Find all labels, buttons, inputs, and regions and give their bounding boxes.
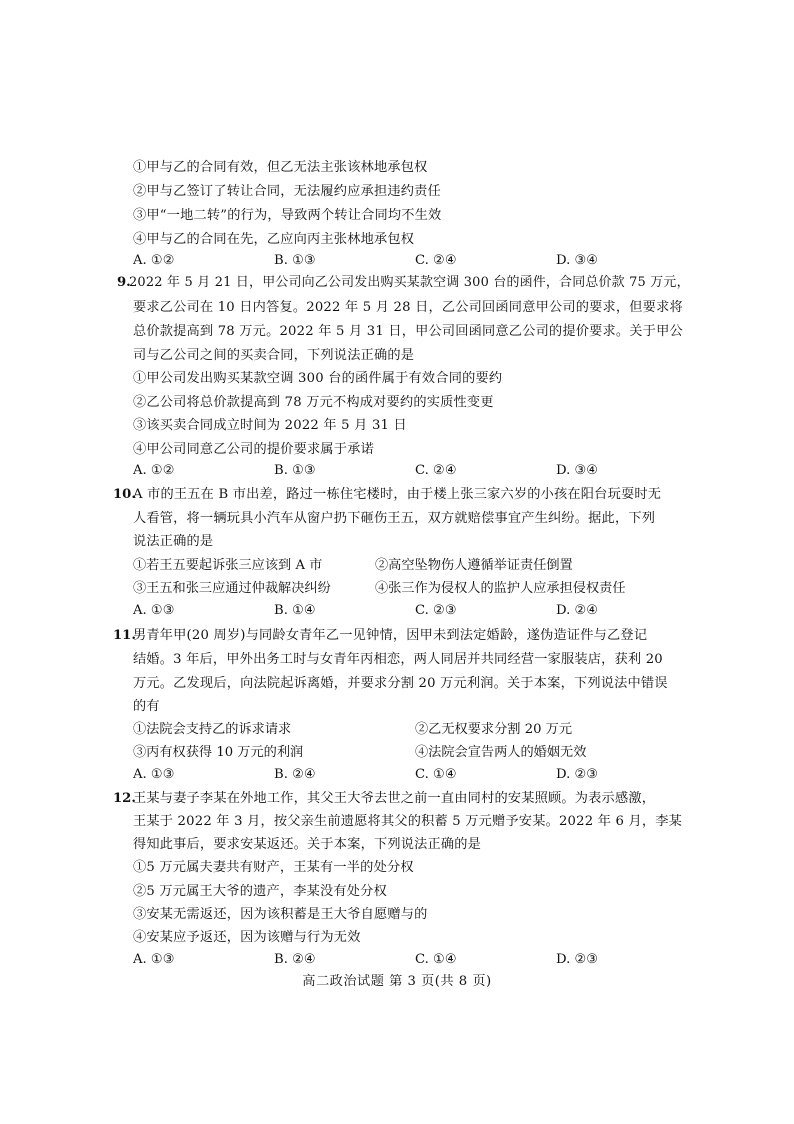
q8-answer-b[interactable]: B. ①③	[274, 253, 316, 268]
q8-option-1: ①甲与乙的合同有效，但乙无法主张该林地承包权	[133, 160, 428, 175]
q9-option-1: ①甲公司发出购买某款空调 300 台的函件属于有效合同的要约	[133, 371, 503, 386]
q12-answer-c[interactable]: C. ①④	[415, 952, 457, 967]
q11-stem-line-1: 男青年甲(20 周岁)与同龄女青年乙一见钟情，因甲未到法定婚龄，遂伪造证件与乙登记	[133, 628, 648, 643]
q11-option-4: ④法院会宣告两人的婚姻无效	[415, 745, 587, 760]
q11-number: 11.	[113, 628, 136, 643]
q11-answer-b[interactable]: B. ②④	[274, 767, 316, 782]
q9-answer-a[interactable]: A. ①②	[133, 463, 175, 478]
q11-option-1: ①法院会支持乙的诉求请求	[133, 722, 292, 737]
q10-stem-line-3: 说法正确的是	[133, 534, 214, 549]
q12-option-2: ②5 万元属王大爷的遗产，李某没有处分权	[133, 884, 387, 899]
q10-stem-line-2: 人看管，将一辆玩具小汽车从窗户扔下砸伤王五，双方就赔偿事宜产生纠纷。据此，下列	[133, 511, 656, 526]
q10-stem-line-1: A 市的王五在 B 市出差，路过一栋住宅楼时，由于楼上张三家六岁的小孩在阳台玩耍时无	[133, 487, 662, 502]
q12-stem-line-1: 王某与妻子李某在外地工作，其父王大爷去世之前一直由同村的安某照顾。为表示感激，	[133, 791, 656, 806]
q11-stem-line-3: 万元。乙发现后，向法院起诉离婚，并要求分割 20 万元利润。关于本案，下列说法中错误	[133, 676, 668, 691]
q9-option-4: ④甲公司同意乙公司的提价要求属于承诺	[133, 442, 374, 457]
q9-option-3: ③该买卖合同成立时间为 2022 年 5 月 31 日	[133, 418, 407, 433]
q10-option-4: ④张三作为侵权人的监护人应承担侵权责任	[375, 581, 626, 596]
q9-number: 9.	[117, 275, 131, 290]
q9-stem-line-1: 2022 年 5 月 21 日，甲公司向乙公司发出购买某款空调 300 台的函件，合同总价款 75 万元，	[129, 275, 690, 290]
q10-option-2: ②高空坠物伤人遵循举证责任倒置	[375, 558, 573, 573]
q8-answer-c[interactable]: C. ②④	[415, 253, 457, 268]
q8-answer-d[interactable]: D. ③④	[556, 253, 599, 268]
q11-stem-line-2: 结婚。3 年后，甲外出务工时与女青年丙相恋，两人同居并共同经营一家服装店，获利 20	[133, 652, 663, 667]
q11-answer-a[interactable]: A. ①③	[133, 767, 175, 782]
q8-option-2: ②甲与乙签订了转让合同，无法履约应承担违约责任	[133, 184, 441, 199]
q12-option-3: ③安某无需返还，因为该积蓄是王大爷自愿赠与的	[133, 907, 428, 922]
q8-option-3: ③甲“一地二转”的行为，导致两个转让合同均不生效	[133, 208, 442, 223]
q12-number: 12.	[113, 791, 136, 806]
q11-answer-d[interactable]: D. ②③	[556, 767, 599, 782]
q9-answer-b[interactable]: B. ①③	[274, 463, 316, 478]
q10-option-1: ①若王五要起诉张三应该到 A 市	[133, 558, 323, 573]
q10-number: 10.	[113, 487, 136, 502]
q12-stem-line-3: 得知此事后，要求安某返还。关于本案，下列说法正确的是	[133, 837, 482, 852]
q12-answer-b[interactable]: B. ②④	[274, 952, 316, 967]
q8-option-4: ④甲与乙的合同在先，乙应向丙主张林地承包权	[133, 232, 415, 247]
q12-option-1: ①5 万元属夫妻共有财产，王某有一半的处分权	[133, 860, 414, 875]
q8-answer-a[interactable]: A. ①②	[133, 253, 175, 268]
q9-answer-c[interactable]: C. ②④	[415, 463, 457, 478]
q11-stem-line-4: 的有	[133, 699, 160, 714]
q9-answer-d[interactable]: D. ③④	[556, 463, 599, 478]
q10-answer-c[interactable]: C. ②③	[415, 603, 457, 618]
q11-answer-c[interactable]: C. ①④	[415, 767, 457, 782]
page-footer: 高二政治试题 第 3 页(共 8 页)	[302, 974, 492, 989]
q11-option-3: ③丙有权获得 10 万元的利润	[133, 745, 304, 760]
q12-answer-d[interactable]: D. ②③	[556, 952, 599, 967]
q12-stem-line-2: 王某于 2022 年 3 月，按父亲生前遗愿将其父的积蓄 5 万元赠予安某。2022 年 6 月，李某	[133, 814, 683, 829]
q10-answer-d[interactable]: D. ②④	[556, 603, 599, 618]
q11-option-2: ②乙无权要求分割 20 万元	[415, 722, 573, 737]
q9-option-2: ②乙公司将总价款提高到 78 万元不构成对要约的实质性变更	[133, 395, 494, 410]
q9-stem-line-2: 要求乙公司在 10 日内答复。2022 年 5 月 28 日，乙公司回函同意甲公司的要求，但要求将	[133, 300, 683, 315]
q12-answer-a[interactable]: A. ①③	[133, 952, 175, 967]
q12-option-4: ④安某应予返还，因为该赠与行为无效	[133, 930, 361, 945]
q9-stem-line-4: 司与乙公司之间的买卖合同，下列说法正确的是	[133, 348, 415, 363]
q10-option-3: ③王五和张三应通过仲裁解决纠纷	[133, 581, 331, 596]
q9-stem-line-3: 总价款提高到 78 万元。2022 年 5 月 31 日，甲公司回函同意乙公司的提价要求。关于甲公	[133, 324, 683, 339]
q10-answer-a[interactable]: A. ①③	[133, 603, 175, 618]
q10-answer-b[interactable]: B. ①④	[274, 603, 316, 618]
